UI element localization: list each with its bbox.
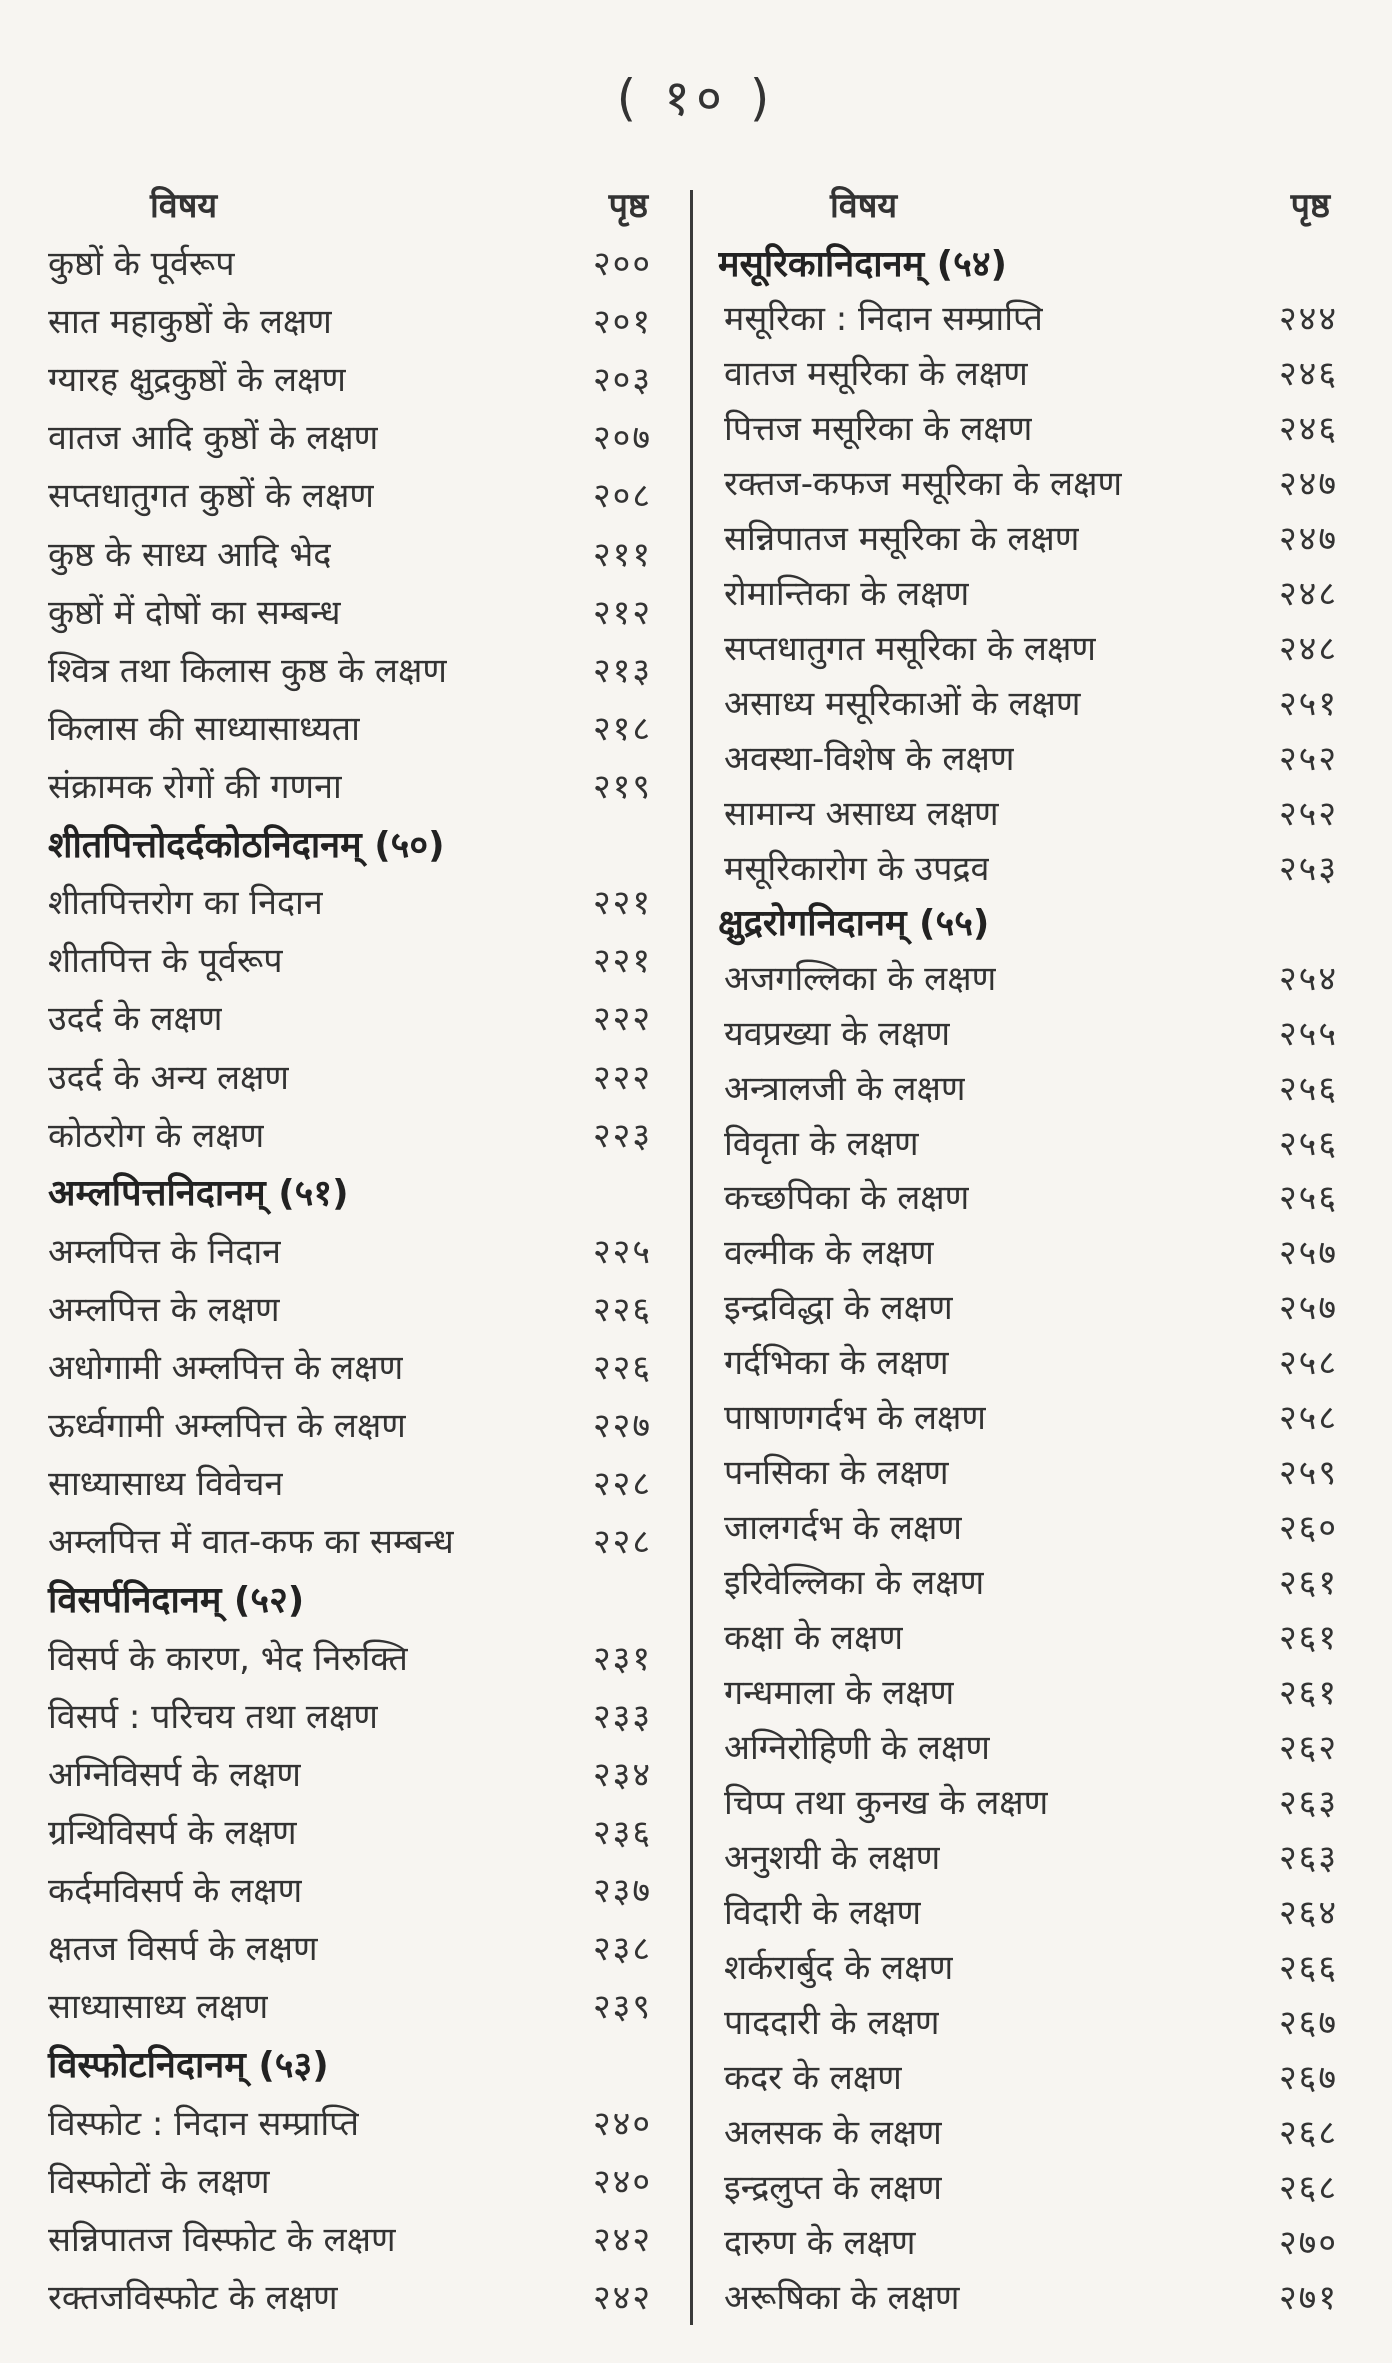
entry-title: पाषाणगर्दभ के लक्षण (724, 1398, 986, 1439)
entry-page-number: २६८ (1278, 2167, 1338, 2208)
entry-page-number: २३९ (592, 1987, 652, 2028)
entry-page-number: २२१ (592, 941, 652, 982)
toc-entry (718, 1061, 1338, 1113)
entry-title: उदर्द के लक्षण (48, 999, 223, 1040)
entry-title: ग्रन्थिविसर्प के लक्षण (48, 1812, 297, 1853)
left-column-header (40, 172, 672, 236)
entry-page-number: २६१ (1278, 1618, 1338, 1659)
entry-page-number: २२६ (592, 1348, 652, 1389)
entry-title: संक्रामक रोगों की गणना (48, 766, 342, 807)
entry-page-number: २०१ (592, 302, 652, 343)
entry-title: जालगर्दभ के लक्षण (724, 1508, 962, 1549)
entry-page-number: २४४ (1278, 298, 1338, 339)
toc-entry (718, 951, 1338, 1003)
entry-title: रक्तज-कफज मसूरिका के लक्षण (724, 463, 1123, 504)
page-number: ( १० ) (616, 69, 776, 127)
toc-entry (40, 1689, 672, 1741)
entry-title: सात महाकुष्ठों के लक्षण (48, 302, 332, 343)
entry-page-number: २३३ (592, 1696, 652, 1737)
entry-page-number: २३१ (592, 1638, 652, 1679)
entry-page-number: २५२ (1278, 793, 1338, 834)
entry-title: कुष्ठ के साध्य आदि भेद (48, 534, 332, 575)
toc-entry (40, 1108, 672, 1160)
entry-page-number: २५७ (1278, 1288, 1338, 1329)
subject-heading: विषय (150, 186, 218, 226)
entry-page-number: २२१ (592, 883, 652, 924)
entry-page-number: २५४ (1278, 958, 1338, 999)
entry-page-number: २०३ (592, 360, 652, 401)
entry-title: इरिवेल्लिका के लक्षण (724, 1563, 985, 1604)
entry-title: अग्निरोहिणी के लक्षण (724, 1728, 990, 1769)
toc-entry (40, 352, 672, 404)
entry-page-number: २५६ (1278, 1178, 1338, 1219)
entry-title: कच्छपिका के लक्षण (724, 1178, 970, 1219)
left-contents-list (40, 236, 672, 2322)
toc-entry (40, 933, 672, 985)
entry-page-number: २५१ (1278, 683, 1338, 724)
toc-entry (718, 731, 1338, 783)
entry-title: पित्तज मसूरिका के लक्षण (724, 408, 1033, 449)
toc-entry (40, 410, 672, 462)
entry-title: कदर के लक्षण (724, 2057, 902, 2098)
entry-page-number: २२३ (592, 1115, 652, 1156)
entry-title: चिप्प तथा कुनख के लक्षण (724, 1783, 1049, 1824)
toc-entry (40, 1456, 672, 1508)
entry-title: अवस्था-विशेष के लक्षण (724, 738, 1015, 779)
entry-title: मसूरिकानिदानम् (५४) (718, 243, 1008, 285)
entry-page-number: २५८ (1278, 1343, 1338, 1384)
toc-entry (718, 676, 1338, 728)
toc-entry (40, 1747, 672, 1799)
entry-page-number: २४६ (1278, 408, 1338, 449)
entry-page-number: २४० (592, 2161, 652, 2202)
entry-page-number: २०७ (592, 418, 652, 459)
toc-entry (40, 1863, 672, 1915)
left-column (40, 172, 672, 2322)
entry-title: इन्द्रलुप्त के लक्षण (724, 2167, 942, 2208)
toc-entry (718, 1116, 1338, 1168)
entry-page-number: २२२ (592, 999, 652, 1040)
toc-entry (718, 1665, 1338, 1717)
toc-entry (718, 2270, 1338, 2322)
entry-title: विसर्प : परिचय तथा लक्षण (48, 1696, 378, 1737)
toc-entry (40, 1921, 672, 1973)
entry-page-number: २४० (592, 2103, 652, 2144)
toc-entry (40, 1805, 672, 1857)
toc-entry (718, 1720, 1338, 1772)
toc-entry (718, 1610, 1338, 1662)
section-heading (718, 896, 1338, 948)
entry-title: अम्लपित्तनिदानम् (५१) (48, 1173, 349, 1215)
entry-page-number: २२७ (592, 1406, 652, 1447)
entry-page-number: २४८ (1278, 628, 1338, 669)
toc-entry (40, 1398, 672, 1450)
toc-entry (40, 1224, 672, 1276)
toc-entry (40, 2270, 672, 2322)
toc-entry (40, 585, 672, 637)
toc-entry (718, 1335, 1338, 1387)
entry-title: ऊर्ध्वगामी अम्लपित्त के लक्षण (48, 1406, 406, 1447)
entry-title: मसूरिका : निदान सम्प्राप्ति (724, 298, 1043, 339)
entry-title: पाददारी के लक्षण (724, 2003, 940, 2043)
entry-title: अजगल्लिका के लक्षण (724, 958, 997, 999)
toc-entry (40, 875, 672, 927)
entry-title: विसर्पनिदानम् (५२) (48, 1580, 305, 1622)
toc-entry (718, 1940, 1338, 1992)
toc-entry (40, 2212, 672, 2264)
toc-entry (718, 2215, 1338, 2267)
entry-page-number: २४२ (592, 2277, 652, 2318)
entry-title: रोमान्तिका के लक्षण (724, 573, 970, 614)
toc-entry (718, 1995, 1338, 2047)
entry-title: यवप्रख्या के लक्षण (724, 1013, 951, 1054)
entry-title: असाध्य मसूरिकाओं के लक्षण (724, 683, 1081, 724)
entry-title: अम्लपित्त में वात-कफ का सम्बन्ध (48, 1522, 454, 1563)
entry-page-number: २६० (1278, 1508, 1338, 1549)
entry-page-number: २७१ (1278, 2277, 1338, 2318)
entry-page-number: २२५ (592, 1231, 652, 1272)
entry-title: विस्फोटों के लक्षण (48, 2161, 270, 2202)
entry-title: सप्तधातुगत मसूरिका के लक्षण (724, 628, 1096, 669)
entry-title: कुष्ठों में दोषों का सम्बन्ध (48, 592, 341, 633)
entry-title: उदर्द के अन्य लक्षण (48, 1057, 290, 1098)
entry-title: कर्दमविसर्प के लक्षण (48, 1871, 303, 1912)
entry-page-number: २६१ (1278, 1673, 1338, 1714)
entry-page-number: २६३ (1278, 1838, 1338, 1879)
entry-page-number: २११ (592, 534, 652, 575)
toc-entry (718, 1775, 1338, 1827)
toc-entry (718, 1445, 1338, 1497)
toc-entry (40, 2096, 672, 2148)
toc-entry (40, 1282, 672, 1334)
toc-entry (40, 643, 672, 695)
page-heading: पृष्ठ (608, 186, 648, 226)
entry-page-number: २४२ (592, 2219, 652, 2260)
entry-page-number: २२८ (592, 1522, 652, 1563)
toc-entry (40, 1050, 672, 1102)
entry-page-number: २४७ (1278, 463, 1338, 504)
entry-title: विदारी के लक्षण (724, 1893, 922, 1934)
entry-title: ग्यारह क्षुद्रकुष्ठों के लक्षण (48, 360, 346, 401)
toc-entry (718, 621, 1338, 673)
toc-entry (718, 2105, 1338, 2157)
entry-page-number: २२८ (592, 1464, 652, 1505)
entry-title: साध्यासाध्य विवेचन (48, 1464, 284, 1505)
entry-page-number: २२६ (592, 1289, 652, 1330)
entry-page-number: २४७ (1278, 518, 1338, 559)
entry-title: अम्लपित्त के निदान (48, 1231, 281, 1272)
entry-page-number: २५३ (1278, 848, 1338, 889)
entry-title: विस्फोटनिदानम् (५३) (48, 2044, 329, 2086)
entry-title: अधोगामी अम्लपित्त के लक्षण (48, 1348, 404, 1389)
toc-entry (40, 468, 672, 520)
entry-page-number: २३६ (592, 1812, 652, 1853)
toc-entry (718, 511, 1338, 563)
toc-entry (718, 1885, 1338, 1937)
entry-title: कुष्ठों के पूर्वरूप (48, 244, 235, 284)
toc-entry (40, 527, 672, 579)
entry-title: पनसिका के लक्षण (724, 1453, 949, 1494)
entry-page-number: २६७ (1278, 2057, 1338, 2098)
entry-page-number: २०० (592, 244, 652, 284)
entry-page-number: २१३ (592, 650, 652, 691)
toc-entry (718, 1006, 1338, 1058)
entry-page-number: २३७ (592, 1871, 652, 1912)
entry-title: अन्त्रालजी के लक्षण (724, 1068, 966, 1109)
toc-entry (718, 1500, 1338, 1552)
entry-page-number: २५६ (1278, 1123, 1338, 1164)
section-heading (40, 1166, 672, 1218)
entry-page-number: २३८ (592, 1929, 652, 1970)
entry-page-number: २४८ (1278, 573, 1338, 614)
entry-title: अनुशयी के लक्षण (724, 1838, 941, 1879)
entry-title: क्षतज विसर्प के लक्षण (48, 1929, 318, 1970)
toc-entry (718, 1830, 1338, 1882)
entry-page-number: २६४ (1278, 1893, 1338, 1934)
entry-page-number: २०८ (592, 476, 652, 517)
entry-page-number: २५५ (1278, 1013, 1338, 1054)
entry-title: कक्षा के लक्षण (724, 1618, 904, 1659)
toc-entry (40, 1514, 672, 1566)
entry-page-number: २१२ (592, 592, 652, 633)
entry-title: क्षुद्ररोगनिदानम् (५५) (718, 903, 990, 945)
toc-entry (718, 1225, 1338, 1277)
entry-page-number: २५२ (1278, 738, 1338, 779)
entry-page-number: २६३ (1278, 1783, 1338, 1824)
entry-title: गर्दभिका के लक्षण (724, 1343, 949, 1384)
entry-title: गन्धमाला के लक्षण (724, 1673, 955, 1714)
toc-entry (40, 1631, 672, 1683)
entry-title: वल्मीक के लक्षण (724, 1233, 934, 1274)
toc-entry (718, 1390, 1338, 1442)
toc-entry (718, 2050, 1338, 2102)
entry-title: साध्यासाध्य लक्षण (48, 1987, 269, 2028)
entry-page-number: २६१ (1278, 1563, 1338, 1604)
toc-entry (718, 841, 1338, 893)
entry-page-number: २२२ (592, 1057, 652, 1098)
section-heading (40, 1573, 672, 1625)
entry-page-number: २७० (1278, 2222, 1338, 2263)
toc-entry (718, 291, 1338, 343)
entry-title: रक्तजविस्फोट के लक्षण (48, 2277, 338, 2318)
toc-entry (40, 701, 672, 753)
entry-title: इन्द्रविद्धा के लक्षण (724, 1288, 953, 1329)
entry-title: मसूरिकारोग के उपद्रव (724, 848, 990, 889)
right-column-header (718, 172, 1338, 236)
column-divider (690, 190, 693, 2325)
entry-title: अग्निविसर्प के लक्षण (48, 1754, 301, 1795)
subject-heading: विषय (830, 186, 898, 226)
entry-title: किलास की साध्यासाध्यता (48, 708, 360, 749)
toc-entry (40, 991, 672, 1043)
page-heading: पृष्ठ (1290, 186, 1330, 226)
section-heading (40, 2037, 672, 2089)
entry-title: विसर्प के कारण, भेद निरुक्ति (48, 1638, 408, 1679)
toc-entry (40, 1979, 672, 2031)
toc-entry (718, 2160, 1338, 2212)
entry-title: अरूषिका के लक्षण (724, 2277, 960, 2318)
entry-page-number: २१८ (592, 708, 652, 749)
entry-title: शर्करार्बुद के लक्षण (724, 1948, 954, 1989)
entry-title: शीतपित्त के पूर्वरूप (48, 941, 283, 982)
toc-entry (718, 1555, 1338, 1607)
entry-title: श्वित्र तथा किलास कुष्ठ के लक्षण (48, 650, 447, 691)
entry-title: कोठरोग के लक्षण (48, 1115, 265, 1156)
entry-page-number: २१९ (592, 766, 652, 807)
entry-page-number: २४६ (1278, 353, 1338, 394)
entry-title: अम्लपित्त के लक्षण (48, 1289, 280, 1330)
entry-page-number: २३४ (592, 1754, 652, 1795)
right-column (718, 172, 1338, 2322)
entry-title: वातज आदि कुष्ठों के लक्षण (48, 418, 379, 459)
entry-title: विस्फोट : निदान सम्प्राप्ति (48, 2103, 360, 2144)
entry-title: वातज मसूरिका के लक्षण (724, 353, 1028, 394)
entry-page-number: २५८ (1278, 1398, 1338, 1439)
entry-title: सन्निपातज मसूरिका के लक्षण (724, 518, 1080, 559)
entry-title: शीतपित्तोदर्दकोठनिदानम् (५०) (48, 824, 445, 866)
toc-entry (718, 1170, 1338, 1222)
toc-entry (718, 1280, 1338, 1332)
toc-entry (718, 456, 1338, 508)
entry-title: विवृता के लक्षण (724, 1123, 919, 1164)
toc-entry (40, 1340, 672, 1392)
toc-entry (718, 786, 1338, 838)
entry-page-number: २५६ (1278, 1068, 1338, 1109)
entry-page-number: २६२ (1278, 1728, 1338, 1769)
toc-entry (40, 236, 672, 288)
section-heading (718, 236, 1338, 288)
toc-entry (718, 401, 1338, 453)
toc-entry (40, 2154, 672, 2206)
section-heading (40, 817, 672, 869)
entry-page-number: २६६ (1278, 1948, 1338, 1989)
entry-title: शीतपित्तरोग का निदान (48, 883, 323, 924)
entry-title: सप्तधातुगत कुष्ठों के लक्षण (48, 476, 374, 517)
entry-title: अलसक के लक्षण (724, 2112, 942, 2153)
right-contents-list (718, 236, 1338, 2322)
entry-title: दारुण के लक्षण (724, 2222, 916, 2263)
entry-page-number: २६७ (1278, 2003, 1338, 2043)
toc-entry (40, 759, 672, 811)
entry-title: सामान्य असाध्य लक्षण (724, 793, 999, 834)
toc-entry (718, 346, 1338, 398)
toc-entry (718, 566, 1338, 618)
entry-title: सन्निपातज विस्फोट के लक्षण (48, 2219, 396, 2260)
entry-page-number: २५७ (1278, 1233, 1338, 1274)
entry-page-number: २६८ (1278, 2112, 1338, 2153)
toc-entry (40, 294, 672, 346)
entry-page-number: २५९ (1278, 1453, 1338, 1494)
